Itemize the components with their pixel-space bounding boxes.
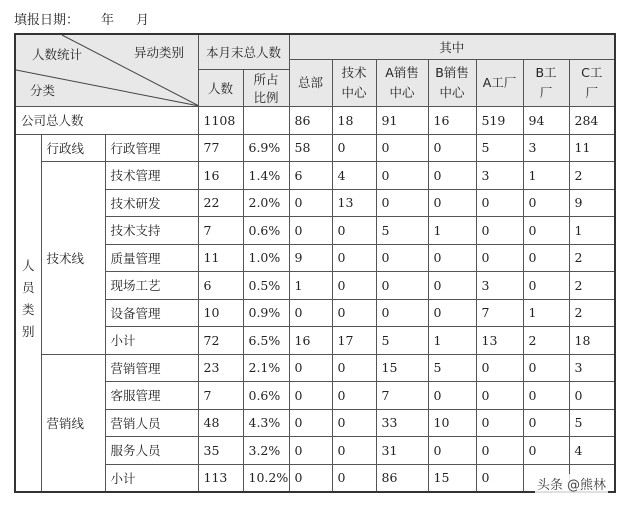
row-label: 小计 [105, 464, 198, 492]
value-cell: 0 [428, 299, 476, 327]
value-cell: 0 [476, 409, 523, 437]
value-cell: 15 [428, 464, 476, 492]
value-cell: 6 [289, 162, 332, 190]
value-cell: 0 [523, 189, 569, 217]
value-cell: 13 [476, 327, 523, 355]
row-label: 设备管理 [105, 299, 198, 327]
value-cell: 5 [376, 327, 428, 355]
value-cell: 0 [332, 134, 376, 162]
value-cell: 0 [428, 189, 476, 217]
value-cell: 10 [428, 409, 476, 437]
count-cell: 11 [198, 244, 243, 272]
count-cell: 113 [198, 464, 243, 492]
count-cell: 48 [198, 409, 243, 437]
header-count: 人数 [198, 70, 243, 107]
header-col: C工厂 [569, 60, 615, 107]
value-cell: 0 [428, 244, 476, 272]
value-cell: 0 [332, 354, 376, 382]
count-cell: 1108 [198, 107, 243, 135]
value-cell: 31 [376, 437, 428, 465]
value-cell: 0 [376, 189, 428, 217]
value-cell: 17 [332, 327, 376, 355]
header-ratio: 所占比例 [243, 70, 289, 107]
value-cell: 0 [523, 354, 569, 382]
year-label: 年 [101, 13, 115, 28]
value-cell: 2 [523, 327, 569, 355]
row-label: 现场工艺 [105, 272, 198, 300]
row-label: 营销人员 [105, 409, 198, 437]
table-row [15, 162, 615, 190]
value-cell: 33 [376, 409, 428, 437]
value-cell: 0 [428, 437, 476, 465]
table-row [15, 382, 615, 410]
value-cell: 0 [289, 217, 332, 245]
value-cell: 0 [523, 272, 569, 300]
line-label: 技术线 [41, 162, 105, 355]
value-cell: 5 [376, 217, 428, 245]
value-cell: 13 [332, 189, 376, 217]
value-cell: 0 [376, 244, 428, 272]
line-label: 行政线 [41, 134, 105, 162]
value-cell: 2 [569, 272, 615, 300]
count-cell: 10 [198, 299, 243, 327]
value-cell: 0 [476, 437, 523, 465]
count-cell: 35 [198, 437, 243, 465]
diagonal-header-cell [15, 34, 198, 107]
value-cell: 0 [523, 437, 569, 465]
date-label: 填报日期： [14, 13, 80, 28]
month-label: 月 [136, 13, 150, 28]
value-cell: 0 [289, 299, 332, 327]
ratio-cell [243, 107, 289, 135]
value-cell: 5 [569, 409, 615, 437]
value-cell: 3 [476, 272, 523, 300]
count-cell: 72 [198, 327, 243, 355]
table-row [15, 409, 615, 437]
company-label: 公司总人数 [15, 107, 198, 135]
value-cell: 5 [428, 354, 476, 382]
table-row [15, 217, 615, 245]
value-cell: 0 [523, 409, 569, 437]
value-cell: 0 [476, 464, 523, 492]
count-cell: 77 [198, 134, 243, 162]
value-cell: 0 [428, 162, 476, 190]
value-cell: 0 [289, 189, 332, 217]
value-cell: 1 [289, 272, 332, 300]
count-cell: 16 [198, 162, 243, 190]
row-label: 服务人员 [105, 437, 198, 465]
value-cell: 7 [476, 299, 523, 327]
header-col: 总部 [289, 60, 332, 107]
ratio-cell: 0.9% [243, 299, 289, 327]
value-cell: 0 [376, 134, 428, 162]
value-cell: 0 [476, 189, 523, 217]
ratio-cell: 3.2% [243, 437, 289, 465]
value-cell: 1 [428, 327, 476, 355]
ratio-cell: 2.0% [243, 189, 289, 217]
watermark: 头条 @熊林 [535, 474, 608, 493]
count-cell: 7 [198, 217, 243, 245]
ratio-cell: 0.6% [243, 217, 289, 245]
header-total: 本月末总人数 [198, 34, 289, 70]
value-cell: 284 [569, 107, 615, 135]
table-row [15, 189, 615, 217]
value-cell: 0 [332, 244, 376, 272]
count-cell: 22 [198, 189, 243, 217]
table-row [15, 437, 615, 465]
value-cell: 16 [428, 107, 476, 135]
value-cell: 15 [376, 354, 428, 382]
header-col: 技术中心 [332, 60, 376, 107]
value-cell: 2 [569, 162, 615, 190]
table-row [15, 244, 615, 272]
ratio-cell: 1.4% [243, 162, 289, 190]
row-label: 客服管理 [105, 382, 198, 410]
table-row [15, 272, 615, 300]
header-category: 分类 [30, 83, 56, 98]
value-cell: 0 [523, 244, 569, 272]
row-label: 质量管理 [105, 244, 198, 272]
header-col: A销售中心 [376, 60, 428, 107]
value-cell: 4 [332, 162, 376, 190]
value-cell: 1 [569, 217, 615, 245]
value-cell: 0 [428, 134, 476, 162]
ratio-cell: 6.9% [243, 134, 289, 162]
value-cell: 16 [289, 327, 332, 355]
row-label: 技术研发 [105, 189, 198, 217]
value-cell: 86 [376, 464, 428, 492]
value-cell: 0 [332, 409, 376, 437]
value-cell: 0 [523, 217, 569, 245]
value-cell: 519 [476, 107, 523, 135]
ratio-cell: 10.2% [243, 464, 289, 492]
value-cell: 0 [523, 382, 569, 410]
value-cell: 0 [332, 437, 376, 465]
value-cell: 0 [476, 354, 523, 382]
value-cell: 94 [523, 107, 569, 135]
value-cell: 1 [523, 162, 569, 190]
value-cell: 0 [476, 217, 523, 245]
value-cell: 0 [289, 409, 332, 437]
value-cell: 0 [289, 382, 332, 410]
value-cell: 18 [569, 327, 615, 355]
header-col: A工厂 [476, 60, 523, 107]
value-cell: 7 [376, 382, 428, 410]
header-col: B工厂 [523, 60, 569, 107]
value-cell: 2 [569, 299, 615, 327]
line-label: 营销线 [41, 354, 105, 492]
report-date-line [14, 9, 171, 28]
value-cell: 9 [569, 189, 615, 217]
value-cell: 0 [428, 382, 476, 410]
header-change: 异动类别 [134, 45, 185, 60]
group-label: 人员类别 [21, 257, 35, 339]
group-label-cell [15, 134, 41, 492]
value-cell: 0 [332, 464, 376, 492]
value-cell: 0 [376, 272, 428, 300]
table-row [15, 354, 615, 382]
count-cell: 7 [198, 382, 243, 410]
value-cell: 9 [289, 244, 332, 272]
value-cell: 0 [376, 299, 428, 327]
value-cell: 1 [523, 299, 569, 327]
company-total-row [15, 107, 615, 135]
table-row [15, 327, 615, 355]
value-cell: 91 [376, 107, 428, 135]
ratio-cell: 1.0% [243, 244, 289, 272]
staff-stat-table [14, 33, 616, 493]
value-cell: 0 [332, 217, 376, 245]
value-cell: 3 [523, 134, 569, 162]
table-row [15, 464, 615, 492]
ratio-cell: 6.5% [243, 327, 289, 355]
value-cell: 58 [289, 134, 332, 162]
ratio-cell: 4.3% [243, 409, 289, 437]
count-cell: 6 [198, 272, 243, 300]
value-cell: 5 [476, 134, 523, 162]
value-cell: 0 [289, 354, 332, 382]
row-label: 小计 [105, 327, 198, 355]
value-cell: 1 [428, 217, 476, 245]
row-label: 技术管理 [105, 162, 198, 190]
value-cell: 0 [476, 244, 523, 272]
row-label: 营销管理 [105, 354, 198, 382]
value-cell: 0 [332, 299, 376, 327]
count-cell: 23 [198, 354, 243, 382]
table-row [15, 134, 615, 162]
value-cell: 0 [376, 162, 428, 190]
value-cell: 18 [332, 107, 376, 135]
header-col: B销售中心 [428, 60, 476, 107]
value-cell: 3 [569, 354, 615, 382]
value-cell: 0 [332, 272, 376, 300]
table-row [15, 299, 615, 327]
value-cell: 0 [428, 272, 476, 300]
row-label: 技术支持 [105, 217, 198, 245]
ratio-cell: 0.6% [243, 382, 289, 410]
value-cell: 0 [289, 437, 332, 465]
value-cell: 4 [569, 437, 615, 465]
value-cell: 11 [569, 134, 615, 162]
value-cell: 0 [476, 382, 523, 410]
value-cell: 0 [289, 464, 332, 492]
value-cell: 0 [569, 382, 615, 410]
ratio-cell: 2.1% [243, 354, 289, 382]
value-cell: 0 [332, 382, 376, 410]
header-stat: 人数统计 [32, 47, 83, 62]
value-cell: 2 [569, 244, 615, 272]
ratio-cell: 0.5% [243, 272, 289, 300]
header-of-which: 其中 [289, 34, 615, 60]
value-cell: 86 [289, 107, 332, 135]
value-cell: 3 [476, 162, 523, 190]
row-label: 行政管理 [105, 134, 198, 162]
